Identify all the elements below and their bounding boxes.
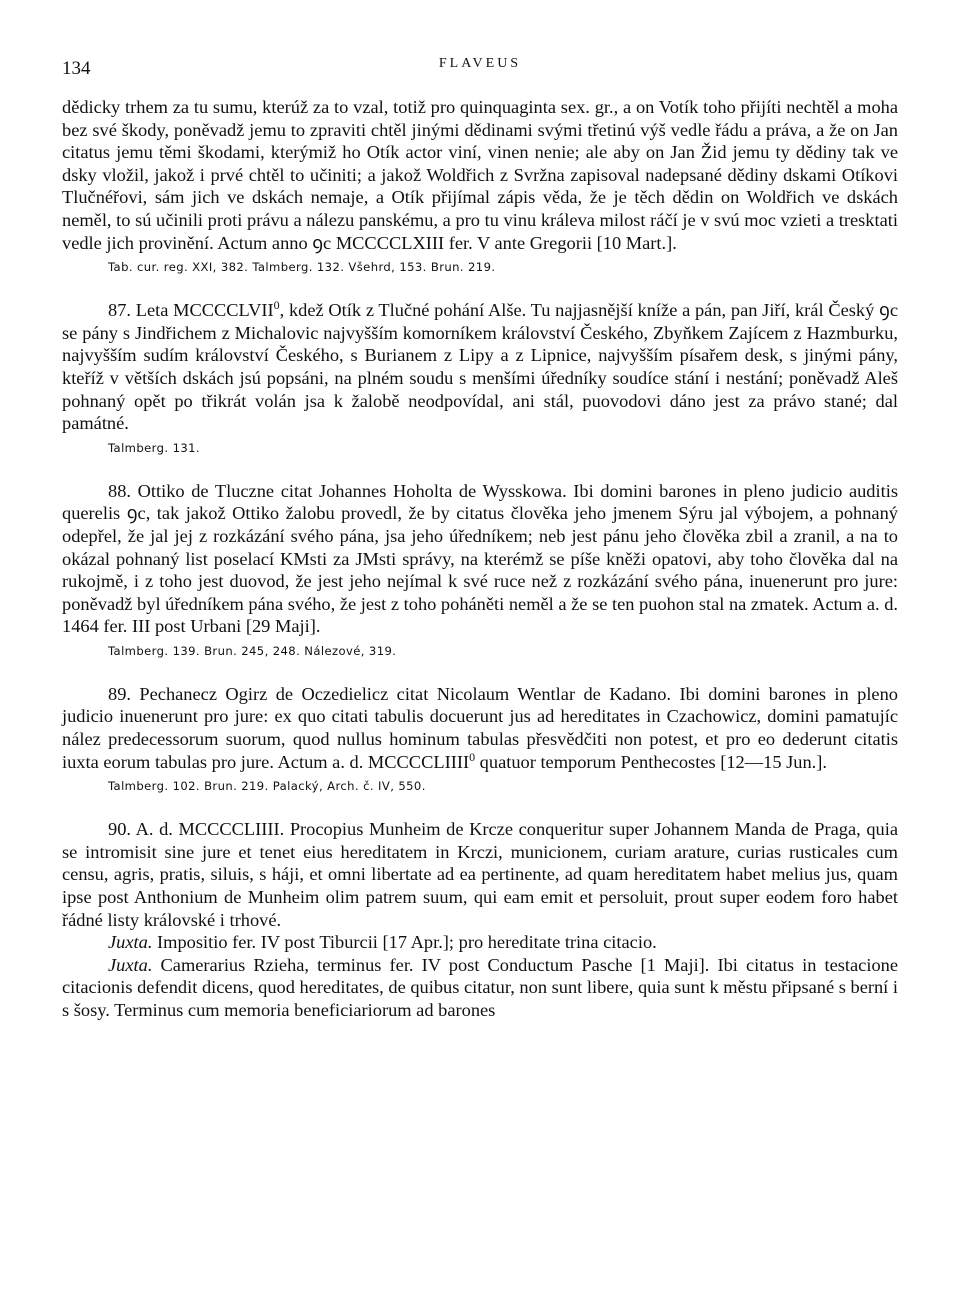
juxta-text-1: Impositio fer. IV post Tiburcii [17 Apr.]; pro hereditate trina citacio. xyxy=(152,932,657,953)
paragraph-87 xyxy=(62,299,898,435)
page-body xyxy=(62,96,898,1022)
paragraph-continuation: dědicky trhem za tu sumu, kterúž za to vzal, totiž pro quinquaginta sex. gr., a on Votík toho přijíti nechtěl a moha bez své škody, poněvadž jemu to zpraviti chtěl jinými dědinami svými třetinú výš vedle řádu a práva, a že on Jan citatus jemu těmi škodami, kterýmiž ho Otík actor viní, vinen nenie; ale aby on Jan Žid jemu ty dědiny tak ve dsky vložil, jakož i prvé chtěl to učiniti; a jakož Woldřich z Svržna zapisoval nadepsané dědiny dskami Otíkovi Tlučnéřovi, sám jich ve dskách nemaje, a Otík přijímal zápis věda, že je těch dědin on Woldřich ve dskách neměl, to sú učinili proti právu a nálezu panskému, a pro tu vinu králeva milost ráčí je v svú moc vzieti a tresktati vedle jich provinění. Actum anno ꝯc MCCCCLXIII fer. V ante Gregorii [10 Mart.]. xyxy=(62,97,898,253)
paragraph-89 xyxy=(62,683,898,773)
book-page xyxy=(62,54,898,1022)
reference-line-88: Talmberg. 139. Brun. 245, 248. Nálezové, 319. xyxy=(108,643,397,658)
reference-line-87: Talmberg. 131. xyxy=(108,440,200,455)
paragraph-89-rest: quatuor temporum Penthecostes [12—15 Jun.]. xyxy=(475,751,827,772)
page-number: 134 xyxy=(62,58,91,79)
juxta-label-2: Juxta. xyxy=(108,954,153,975)
paragraph-87-superscript: 0 xyxy=(273,298,280,313)
paragraph-90: 90. A. d. MCCCCLIIII. Procopius Munheim de Krcze conqueritur super Johannem Manda de Praga, quia se intromisit sine jure et tenet eius hereditatem in Krczi, municionem, curiam arature, curias rusticales cum censu, agris, pratis, siluis, s háji, et omni libertate ad ea pertinente, ad quam hereditatem habet melius jus, quam ipse post Anthonium de Munheim olim patrem suum, qui eam emit et persoluit, prout super eodem foro habet řádné listy královské i trhové. xyxy=(62,819,898,930)
paragraph-87-start: 87. Leta MCCCCLVII xyxy=(108,300,274,321)
paragraph-88: 88. Ottiko de Tlucznе citat Johannes Hoholta de Wysskowa. Ibi domini barones in pleno judicio auditis querelis ꝯc, tak jakož Ottiko žalobu provedl, že by citatus člověka jeho jmenem Sýru jal výbojem, a pohnaný odepřel, že jal jej z rozkázání svého pána, jsa jeho úředníkem; neb jest pánu jeho člověka zbil a zranil, a na to okázal pohnaný list poselací KMsti za JMsti správy, na kterémž se píše kněži opatovi, aby toho člověka dal na rukojmě, i z toho jest duovod, že jest jeho nejímal k své ruce než z rozkázání svého pána, inuenerunt pro jure: poněvadž byl úředníkem pána svého, že jest z toho poháněti neměl a že se ten puohon stal na zmatek. Actum a. d. 1464 fer. III post Urbani [29 Maji]. xyxy=(62,480,898,637)
paragraph-90-juxta-2 xyxy=(62,954,898,1022)
paragraph-89-start: 89. Pechanecz Ogirz de Oczedielicz citat Nicolaum Wentlar de Kadano. Ibi domini barones in pleno judicio inuenerunt pro jure: ex quo citati tabulis docuerunt jus ad hereditates in Czachowicz, domini pamatujíc nález predecessorum suorum, quod nullus hominum tabulas přesvědčiti non potest, et pro eo dederunt citatis iuxta eorum tabulas pro jure. Actum a. d. MCCCCLIIII xyxy=(62,683,898,772)
paragraph-90-juxta-1 xyxy=(62,931,898,954)
juxta-label-1: Juxta. xyxy=(108,932,153,953)
paragraph-87-rest: , kdež Otík z Tlučné pohání Alše. Tu najjasnější kníže a pán, pan Jiří, král Český ꝯc se pány s Jindřichem z Michalovic najvyšším komorníkem království Českého, Zbyňkem Zajícem z Hazmburku, najvyšším sudím království Českého, s Burianem z Lipy a z Lipnice, najvyšším písařem desk, s jinými pány, kteříž v větších dskách jsú popsáni, na plném soudu s menšími úředníky soudíce stání i nestání; poněvadž Aleš pohnaný opět po třikrát volán jsa k žalobě neodpovídal, ani stál, puovodovi dáno jest za právo stané; dal památné. xyxy=(62,300,898,434)
reference-line-continuation: Tab. cur. reg. XXI, 382. Talmberg. 132. Všehrd, 153. Brun. 219. xyxy=(108,260,496,275)
juxta-text-2: Camerarius Rzieha, terminus fer. IV post Conductum Pasche [1 Maji]. Ibi citatus in testacione citacionis defendit dicens, quod hereditates, de quibus citatur, non sunt libere, quia sunt k městu připsané s berní i s šosy. Terminus cum memoria beneficiariorum ad barones xyxy=(62,954,898,1020)
page-header xyxy=(62,54,898,84)
running-head: FLAVEUS xyxy=(438,56,522,71)
paragraph-89-superscript: 0 xyxy=(469,749,476,764)
reference-line-89: Talmberg. 102. Brun. 219. Palacký, Arch. č. IV, 550. xyxy=(108,779,426,794)
